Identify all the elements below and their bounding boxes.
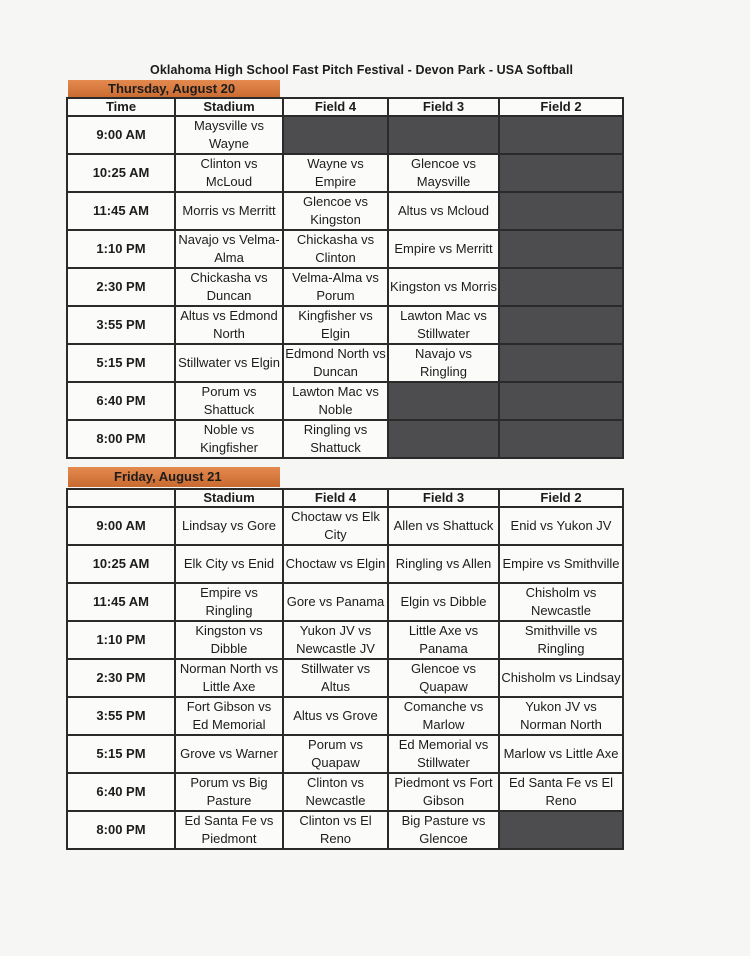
field-3-cell: Ed Memorial vs Stillwater [388,735,499,773]
field-3-cell: Big Pasture vs Glencoe [388,811,499,849]
stadium-cell: Porum vs Shattuck [175,382,283,420]
stadium-cell: Lindsay vs Gore [175,507,283,545]
table-row [67,735,623,773]
table-row [67,420,623,458]
field-4-cell: Choctaw vs Elgin [283,545,388,583]
field-2-cell [499,192,623,230]
field-2-cell [499,344,623,382]
table-row [67,621,623,659]
time-cell: 3:55 PM [67,306,175,344]
stadium-cell: Grove vs Warner [175,735,283,773]
stadium-cell: Empire vs Ringling [175,583,283,621]
table-header-row [67,98,623,116]
field-3-cell: Allen vs Shattuck [388,507,499,545]
field-3-cell: Piedmont vs Fort Gibson [388,773,499,811]
header-field-4: Field 4 [283,489,388,507]
stadium-cell: Fort Gibson vs Ed Memorial [175,697,283,735]
time-cell: 11:45 AM [67,583,175,621]
field-2-cell [499,811,623,849]
field-3-cell: Ringling vs Allen [388,545,499,583]
field-2-cell: Yukon JV vs Norman North [499,697,623,735]
field-4-cell: Wayne vs Empire [283,154,388,192]
header-time [67,489,175,507]
field-4-cell: Kingfisher vs Elgin [283,306,388,344]
field-4-cell: Clinton vs Newcastle [283,773,388,811]
field-4-cell: Gore vs Panama [283,583,388,621]
field-3-cell: Comanche vs Marlow [388,697,499,735]
time-cell: 2:30 PM [67,268,175,306]
table-row [67,154,623,192]
field-2-cell [499,268,623,306]
field-3-cell: Little Axe vs Panama [388,621,499,659]
header-stadium: Stadium [175,489,283,507]
field-3-cell: Navajo vs Ringling [388,344,499,382]
time-cell: 3:55 PM [67,697,175,735]
header-time: Time [67,98,175,116]
table-row [67,811,623,849]
field-4-cell: Altus vs Grove [283,697,388,735]
field-2-cell: Enid vs Yukon JV [499,507,623,545]
stadium-cell: Morris vs Merritt [175,192,283,230]
stadium-cell: Navajo vs Velma-Alma [175,230,283,268]
stadium-cell: Porum vs Big Pasture [175,773,283,811]
field-3-cell [388,382,499,420]
field-3-cell: Empire vs Merritt [388,230,499,268]
stadium-cell: Ed Santa Fe vs Piedmont [175,811,283,849]
field-4-cell: Edmond North vs Duncan [283,344,388,382]
field-3-cell: Altus vs Mcloud [388,192,499,230]
field-4-cell: Yukon JV vs Newcastle JV [283,621,388,659]
time-cell: 6:40 PM [67,382,175,420]
time-cell: 10:25 AM [67,545,175,583]
friday-label: Friday, August 21 [68,467,280,487]
header-field-3: Field 3 [388,98,499,116]
stadium-cell: Chickasha vs Duncan [175,268,283,306]
table-row [67,268,623,306]
table-row [67,545,623,583]
friday-schedule-table [66,488,624,850]
header-field-2: Field 2 [499,98,623,116]
field-2-cell [499,230,623,268]
field-4-cell: Chickasha vs Clinton [283,230,388,268]
time-cell: 2:30 PM [67,659,175,697]
table-row [67,192,623,230]
stadium-cell: Clinton vs McLoud [175,154,283,192]
field-3-cell: Glencoe vs Quapaw [388,659,499,697]
field-3-cell: Kingston vs Morris [388,268,499,306]
field-4-cell: Glencoe vs Kingston [283,192,388,230]
table-row [67,583,623,621]
time-cell: 11:45 AM [67,192,175,230]
field-2-cell: Marlow vs Little Axe [499,735,623,773]
table-row [67,306,623,344]
field-2-cell: Smithville vs Ringling [499,621,623,659]
thursday-schedule-table [66,97,624,459]
time-cell: 9:00 AM [67,507,175,545]
field-2-cell: Empire vs Smithville [499,545,623,583]
header-field-4: Field 4 [283,98,388,116]
stadium-cell: Stillwater vs Elgin [175,344,283,382]
table-row [67,382,623,420]
field-4-cell: Stillwater vs Altus [283,659,388,697]
stadium-cell: Norman North vs Little Axe [175,659,283,697]
field-3-cell: Lawton Mac vs Stillwater [388,306,499,344]
field-2-cell: Chisholm vs Lindsay [499,659,623,697]
stadium-cell: Elk City vs Enid [175,545,283,583]
field-3-cell [388,420,499,458]
field-3-cell [388,116,499,154]
field-4-cell: Ringling vs Shattuck [283,420,388,458]
table-row [67,116,623,154]
field-4-cell [283,116,388,154]
table-row [67,507,623,545]
field-4-cell: Clinton vs El Reno [283,811,388,849]
time-cell: 8:00 PM [67,420,175,458]
field-2-cell: Chisholm vs Newcastle [499,583,623,621]
table-header-row [67,489,623,507]
stadium-cell: Kingston vs Dibble [175,621,283,659]
field-2-cell [499,306,623,344]
stadium-cell: Maysville vs Wayne [175,116,283,154]
header-field-3: Field 3 [388,489,499,507]
field-2-cell [499,116,623,154]
table-row [67,344,623,382]
header-stadium: Stadium [175,98,283,116]
time-cell: 10:25 AM [67,154,175,192]
table-row [67,659,623,697]
field-4-cell: Porum vs Quapaw [283,735,388,773]
time-cell: 6:40 PM [67,773,175,811]
time-cell: 8:00 PM [67,811,175,849]
time-cell: 9:00 AM [67,116,175,154]
field-2-cell [499,382,623,420]
table-row [67,697,623,735]
field-3-cell: Glencoe vs Maysville [388,154,499,192]
stadium-cell: Altus vs Edmond North [175,306,283,344]
field-2-cell [499,420,623,458]
time-cell: 1:10 PM [67,230,175,268]
field-2-cell [499,154,623,192]
field-4-cell: Lawton Mac vs Noble [283,382,388,420]
stadium-cell: Noble vs Kingfisher [175,420,283,458]
time-cell: 5:15 PM [67,735,175,773]
field-3-cell: Elgin vs Dibble [388,583,499,621]
field-4-cell: Velma-Alma vs Porum [283,268,388,306]
time-cell: 1:10 PM [67,621,175,659]
field-4-cell: Choctaw vs Elk City [283,507,388,545]
table-row [67,773,623,811]
page-title: Oklahoma High School Fast Pitch Festival - Devon Park - USA Softball [150,63,574,77]
thursday-label: Thursday, August 20 [68,80,280,98]
table-row [67,230,623,268]
field-2-cell: Ed Santa Fe vs El Reno [499,773,623,811]
header-field-2: Field 2 [499,489,623,507]
time-cell: 5:15 PM [67,344,175,382]
